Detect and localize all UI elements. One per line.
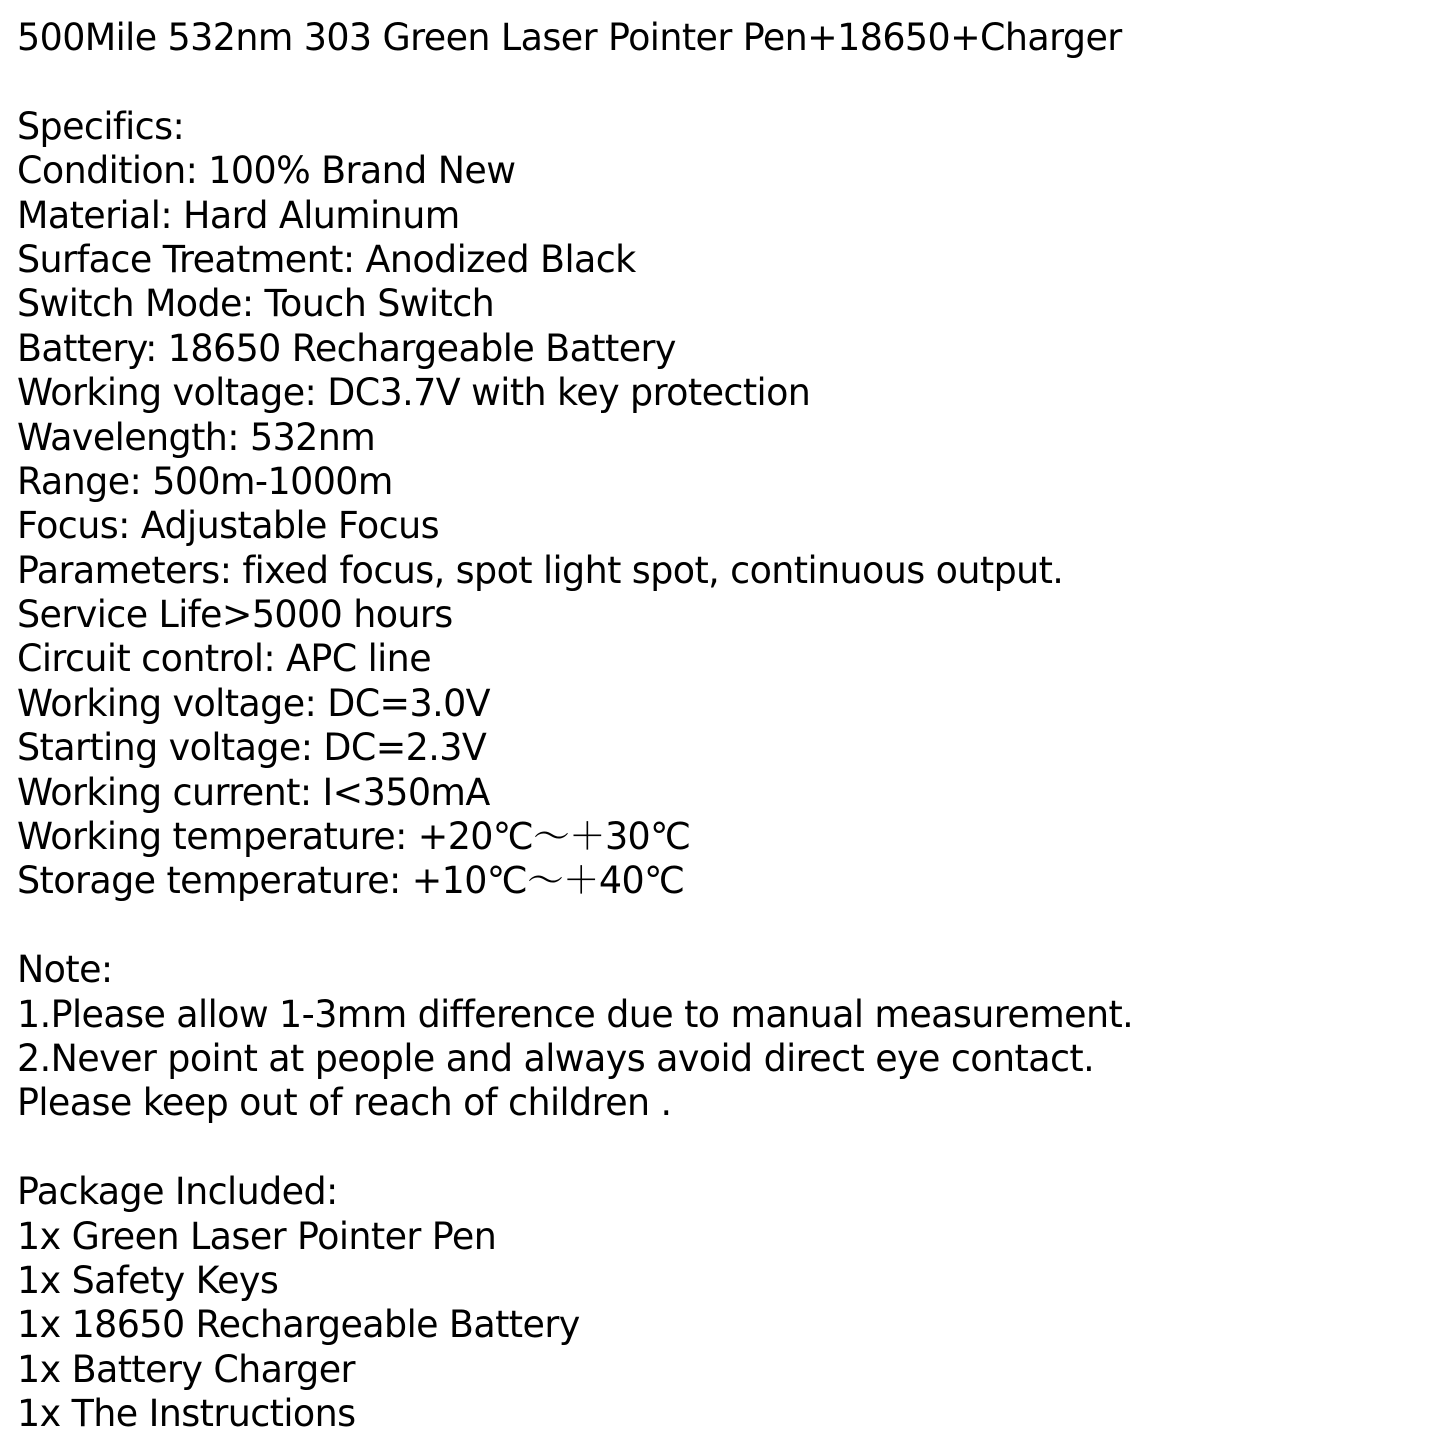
spec-working-voltage: Working voltage: DC=3.0V (17, 681, 491, 725)
package-item: 1x Battery Charger (17, 1347, 355, 1391)
spec-material: Material: Hard Aluminum (17, 193, 460, 237)
spec-switch-mode: Switch Mode: Touch Switch (17, 282, 495, 326)
note-item: 2.Never point at people and always avoid direct eye contact. (17, 1036, 1095, 1080)
spacer (17, 60, 1416, 104)
note-heading: Note: (17, 948, 113, 992)
spec-wavelength: Wavelength: 532nm (17, 415, 376, 459)
package-heading: Package Included: (17, 1170, 338, 1214)
spec-working-current: Working current: I<350mA (17, 770, 490, 814)
product-description (17, 16, 1416, 1437)
spacer (17, 1126, 1416, 1170)
spec-range: Range: 500m-1000m (17, 459, 393, 503)
product-title: 500Mile 532nm 303 Green Laser Pointer Pen+18650+Charger (17, 16, 1122, 59)
spec-battery: Battery: 18650 Rechargeable Battery (17, 326, 676, 370)
spec-circuit-control: Circuit control: APC line (17, 637, 432, 681)
note-item: Please keep out of reach of children . (17, 1081, 672, 1125)
package-item: 1x Green Laser Pointer Pen (17, 1214, 497, 1258)
spec-working-temperature: Working temperature: +20℃～＋30℃ (17, 815, 691, 859)
spec-parameters: Parameters: fixed focus, spot light spot, continuous output. (17, 548, 1064, 592)
specifics-heading: Specifics: (17, 104, 185, 148)
spec-service-life: Service Life>5000 hours (17, 593, 453, 637)
spec-storage-temperature: Storage temperature: +10℃～＋40℃ (17, 859, 685, 903)
spec-surface-treatment: Surface Treatment: Anodized Black (17, 237, 636, 281)
spec-working-voltage-key: Working voltage: DC3.7V with key protection (17, 371, 811, 415)
spec-focus: Focus: Adjustable Focus (17, 504, 439, 548)
spacer (17, 904, 1416, 948)
spec-condition: Condition: 100% Brand New (17, 149, 516, 193)
package-item: 1x Safety Keys (17, 1258, 279, 1302)
note-item: 1.Please allow 1-3mm difference due to manual measurement. (17, 992, 1134, 1036)
package-item: 1x The Instructions (17, 1392, 356, 1436)
package-item: 1x 18650 Rechargeable Battery (17, 1303, 580, 1347)
spec-starting-voltage: Starting voltage: DC=2.3V (17, 726, 487, 770)
